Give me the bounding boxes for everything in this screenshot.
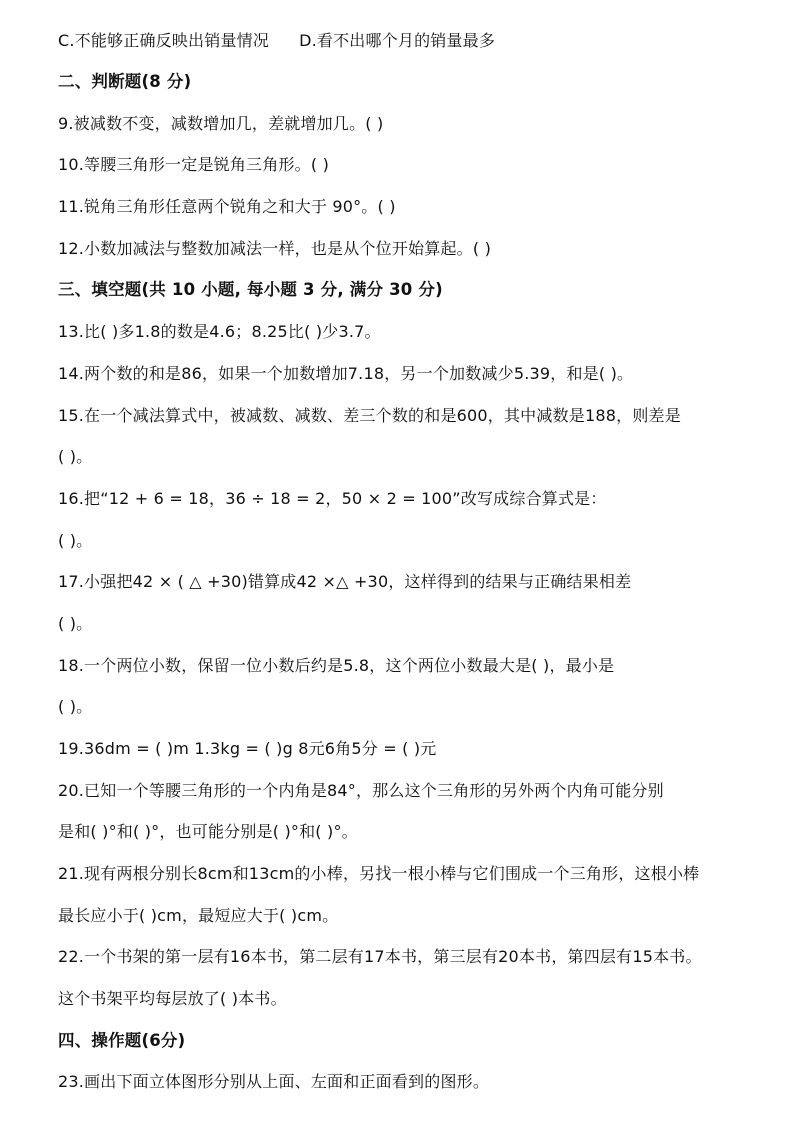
question-9: 9.被减数不变，减数增加几，差就增加几。( ) (58, 114, 384, 133)
question-22-line-1: 22.一个书架的第一层有16本书，第二层有17本书，第三层有20本书，第四层有15本书。 (58, 947, 702, 966)
section-4-heading: 四、操作题(6分) (58, 1031, 186, 1050)
section-3-heading: 三、填空题(共 10 小题, 每小题 3 分, 满分 30 分) (58, 280, 443, 299)
question-17-line-2: ( )。 (58, 614, 93, 633)
question-23: 23.画出下面立体图形分别从上面、左面和正面看到的图形。 (58, 1072, 490, 1091)
option-c: C.不能够正确反映出销量情况 (58, 31, 270, 50)
question-20-line-2: 是和( )°和( )°，也可能分别是( )°和( )°。 (58, 822, 358, 841)
option-d: D.看不出哪个月的销量最多 (299, 31, 496, 50)
options-c-d (58, 30, 774, 52)
question-22-line-2: 这个书架平均每层放了( )本书。 (58, 989, 287, 1008)
section-2-heading: 二、判断题(8 分) (58, 72, 192, 91)
question-18-line-1: 18.一个两位小数，保留一位小数后约是5.8，这个两位小数最大是( )，最小是 (58, 656, 615, 675)
question-11: 11.锐角三角形任意两个锐角之和大于 90°。( ) (58, 197, 396, 216)
question-20-line-1: 20.已知一个等腰三角形的一个内角是84°，那么这个三角形的另外两个内角可能分别 (58, 781, 664, 800)
question-17-line-1: 17.小强把42 × ( △ +30)错算成42 ×△ +30，这样得到的结果与正确结果相差 (58, 572, 632, 591)
question-15-line-1: 15.在一个减法算式中，被减数、减数、差三个数的和是600，其中减数是188，则差是 (58, 406, 681, 425)
question-12: 12.小数加减法与整数加减法一样，也是从个位开始算起。( ) (58, 239, 492, 258)
question-15-line-2: ( )。 (58, 447, 93, 466)
question-21-line-1: 21.现有两根分别长8cm和13cm的小棒，另找一根小棒与它们围成一个三角形，这根小棒 (58, 864, 700, 883)
question-18-line-2: ( )。 (58, 697, 93, 716)
question-19: 19.36dm = ( )m 1.3kg = ( )g 8元6角5分 = ( )元 (58, 739, 437, 758)
question-13: 13.比( )多1.8的数是4.6；8.25比( )少3.7。 (58, 322, 381, 341)
question-16-line-2: ( )。 (58, 531, 93, 550)
question-16-line-1: 16.把“12 + 6 = 18，36 ÷ 18 = 2，50 × 2 = 100”改写成综合算式是： (58, 489, 607, 508)
question-21-line-2: 最长应小于( )cm，最短应大于( )cm。 (58, 906, 339, 925)
question-10: 10.等腰三角形一定是锐角三角形。( ) (58, 155, 330, 174)
question-14: 14.两个数的和是86，如果一个加数增加7.18，另一个加数减少5.39，和是( )。 (58, 364, 634, 383)
